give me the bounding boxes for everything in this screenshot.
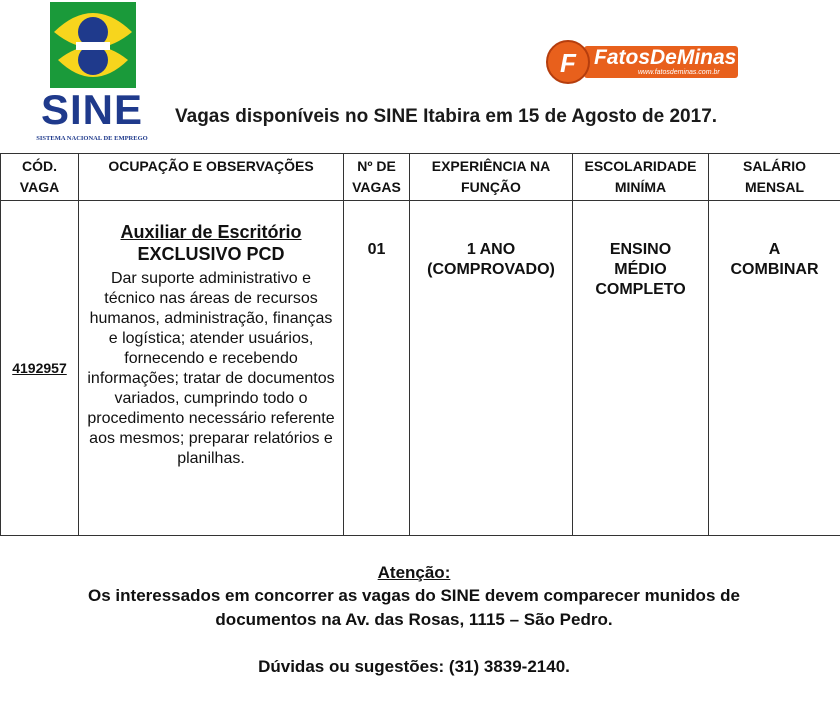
sine-wordmark: SINE xyxy=(40,86,144,133)
header-code: CÓD. VAGA xyxy=(1,154,79,201)
occupation-description: Dar suporte administrativo e técnico nas áreas de recursos humanos, administração, finanças e logística; atender usuários, fornecendo e recebendo informações; tratar de documentos variados, cumprindo todo o procedimento necessário referente aos mesmos; preparar relatórios e planilhas. xyxy=(87,270,335,467)
table-row xyxy=(1,201,840,536)
notice-title: Atenção: xyxy=(377,563,451,582)
header-count: Nº DE VAGAS xyxy=(344,154,410,201)
job-count: 01 xyxy=(367,241,386,258)
education-cell xyxy=(573,201,709,536)
job-code[interactable]: 4192957 xyxy=(1,201,79,536)
contact-line: Dúvidas ou sugestões: (31) 3839-2140. xyxy=(258,657,570,676)
experience-cell xyxy=(410,201,573,536)
fatos-de-minas-logo xyxy=(546,40,740,86)
job-salary: A COMBINAR xyxy=(730,241,819,278)
occupation-title: Auxiliar de Escritório xyxy=(120,222,302,242)
job-experience: 1 ANO (COMPROVADO) xyxy=(427,241,555,278)
sine-emblem-icon xyxy=(50,2,136,88)
page-title: Vagas disponíveis no SINE Itabira em 15 de Agosto de 2017. xyxy=(175,106,718,127)
table-header-row xyxy=(1,154,840,201)
header-occupation: OCUPAÇÃO E OBSERVAÇÕES xyxy=(79,154,344,201)
header-education: ESCOLARIDADE MINÍMA xyxy=(573,154,709,201)
fatos-name: FatosDeMinas xyxy=(594,46,737,69)
fatos-url: www.fatosdeminas.com.br xyxy=(638,69,720,76)
fatos-emblem-icon: F xyxy=(546,40,590,84)
header-experience: EXPERIÊNCIA NA FUNÇÃO xyxy=(410,154,573,201)
occupation-note: EXCLUSIVO PCD xyxy=(137,244,285,264)
count-cell xyxy=(344,201,410,536)
salary-cell xyxy=(709,201,840,536)
notice-block xyxy=(0,562,828,632)
sine-subtitle: SISTEMA NACIONAL DE EMPREGO xyxy=(36,135,148,142)
sine-logo xyxy=(28,2,156,148)
job-table xyxy=(0,153,840,536)
header-salary: SALÁRIO MENSAL xyxy=(709,154,840,201)
job-education: ENSINO MÉDIO COMPLETO xyxy=(595,241,686,298)
occupation-cell xyxy=(79,201,344,536)
notice-body: Os interessados em concorrer as vagas do SINE devem comparecer munidos de documentos na Av. das Rosas, 1115 – São Pedro. xyxy=(88,586,740,629)
